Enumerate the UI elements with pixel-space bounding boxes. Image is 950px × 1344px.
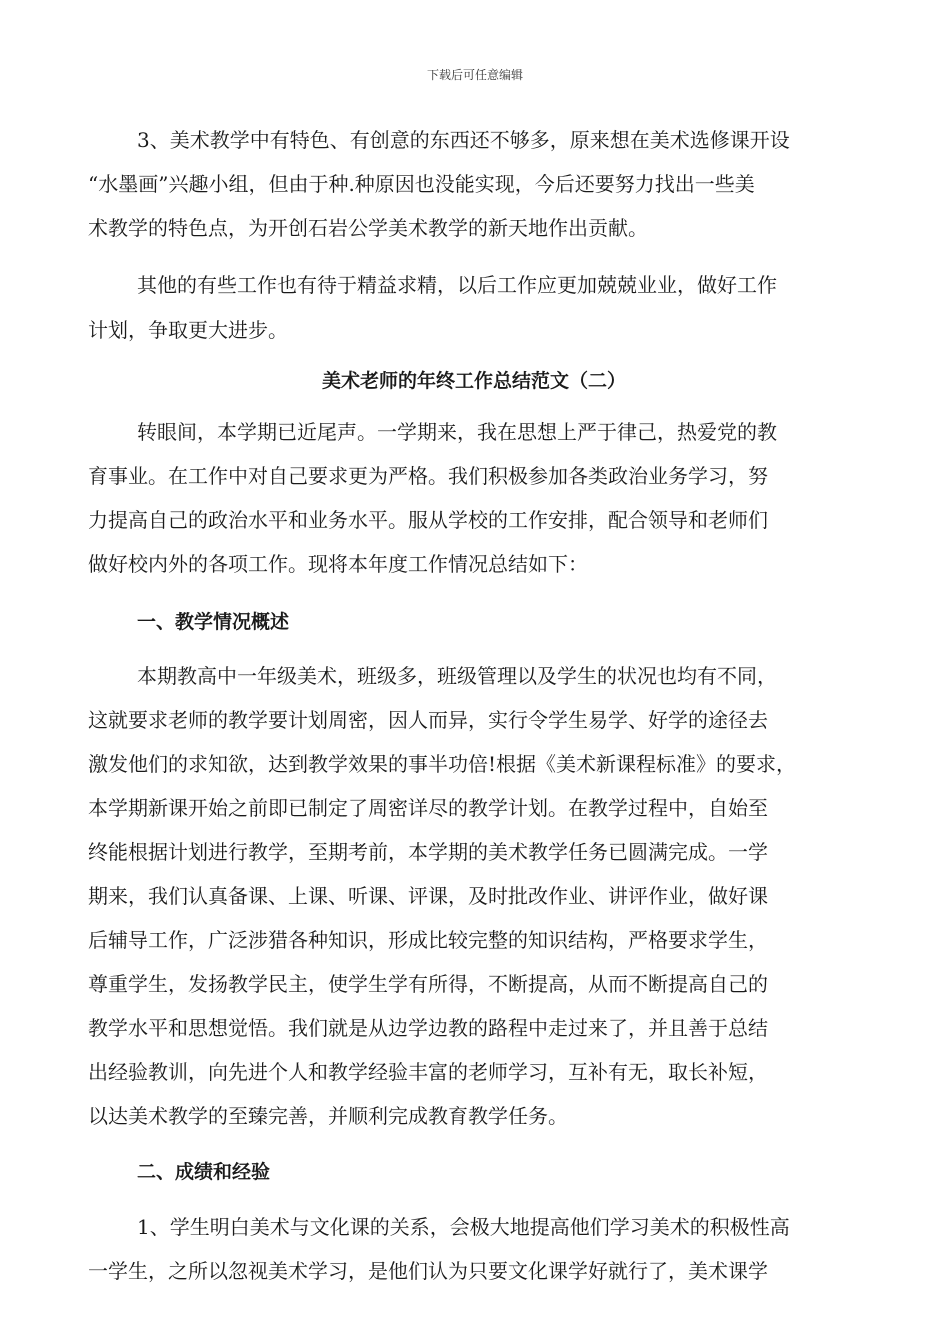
paragraph-line: 转眼间，本学期已近尾声。一学期来，我在思想上严于律己，热爱党的教 bbox=[137, 420, 777, 444]
paragraph-line: 这就要求老师的教学要计划周密，因人而异，实行令学生易学、好学的途径去 bbox=[88, 708, 768, 732]
paragraph-line: 计划，争取更大进步。 bbox=[88, 318, 288, 342]
paragraph-line: 出经验教训，向先进个人和教学经验丰富的老师学习，互补有无，取长补短， bbox=[88, 1060, 768, 1084]
subheading-achievements: 二、成绩和经验 bbox=[137, 1161, 271, 1183]
paragraph-line: 本期教高中一年级美术，班级多，班级管理以及学生的状况也均有不同， bbox=[137, 664, 777, 688]
paragraph-line: “水墨画”兴趣小组，但由于种.种原因也没能实现，今后还要努力找出一些美 bbox=[88, 172, 755, 196]
paragraph-line: 1、学生明白美术与文化课的关系，会极大地提高他们学习美术的积极性高 bbox=[137, 1215, 790, 1239]
paragraph-line: 3、美术教学中有特色、有创意的东西还不够多，原来想在美术选修课开设 bbox=[137, 128, 790, 152]
paragraph-line: 术教学的特色点，为开创石岩公学美术教学的新天地作出贡献。 bbox=[88, 216, 648, 240]
paragraph-line: 教学水平和思想觉悟。我们就是从边学边教的路程中走过来了，并且善于总结 bbox=[88, 1016, 768, 1040]
paragraph-line: 以达美术教学的至臻完善，并顺利完成教育教学任务。 bbox=[88, 1104, 568, 1128]
paragraph-line: 终能根据计划进行教学，至期考前，本学期的美术教学任务已圆满完成。一学 bbox=[88, 840, 768, 864]
header-note: 下载后可任意编辑 bbox=[426, 68, 523, 82]
paragraph-line: 其他的有些工作也有待于精益求精，以后工作应更加兢兢业业，做好工作 bbox=[137, 273, 777, 297]
paragraph-line: 做好校内外的各项工作。现将本年度工作情况总结如下： bbox=[88, 552, 588, 576]
paragraph-line: 尊重学生，发扬教学民主，使学生学有所得，不断提高，从而不断提高自己的 bbox=[88, 972, 768, 996]
paragraph-line: 期来，我们认真备课、上课、听课、评课，及时批改作业、讲评作业，做好课 bbox=[88, 884, 768, 908]
paragraph-line: 激发他们的求知欲，达到教学效果的事半功倍!根据《美术新课程标准》的要求， bbox=[88, 752, 797, 776]
paragraph-line: 后辅导工作，广泛涉猎各种知识，形成比较完整的知识结构，严格要求学生， bbox=[88, 928, 768, 952]
paragraph-line: 本学期新课开始之前即已制定了周密详尽的教学计划。在教学过程中，自始至 bbox=[88, 796, 768, 820]
section-title: 美术老师的年终工作总结范文（二） bbox=[322, 370, 627, 392]
subheading-teaching-overview: 一、教学情况概述 bbox=[137, 611, 290, 633]
paragraph-line: 育事业。在工作中对自己要求更为严格。我们积极参加各类政治业务学习，努 bbox=[88, 464, 768, 488]
paragraph-line: 一学生，之所以忽视美术学习，是他们认为只要文化课学好就行了，美术课学 bbox=[88, 1259, 768, 1283]
paragraph-line: 力提高自己的政治水平和业务水平。服从学校的工作安排，配合领导和老师们 bbox=[88, 508, 768, 532]
